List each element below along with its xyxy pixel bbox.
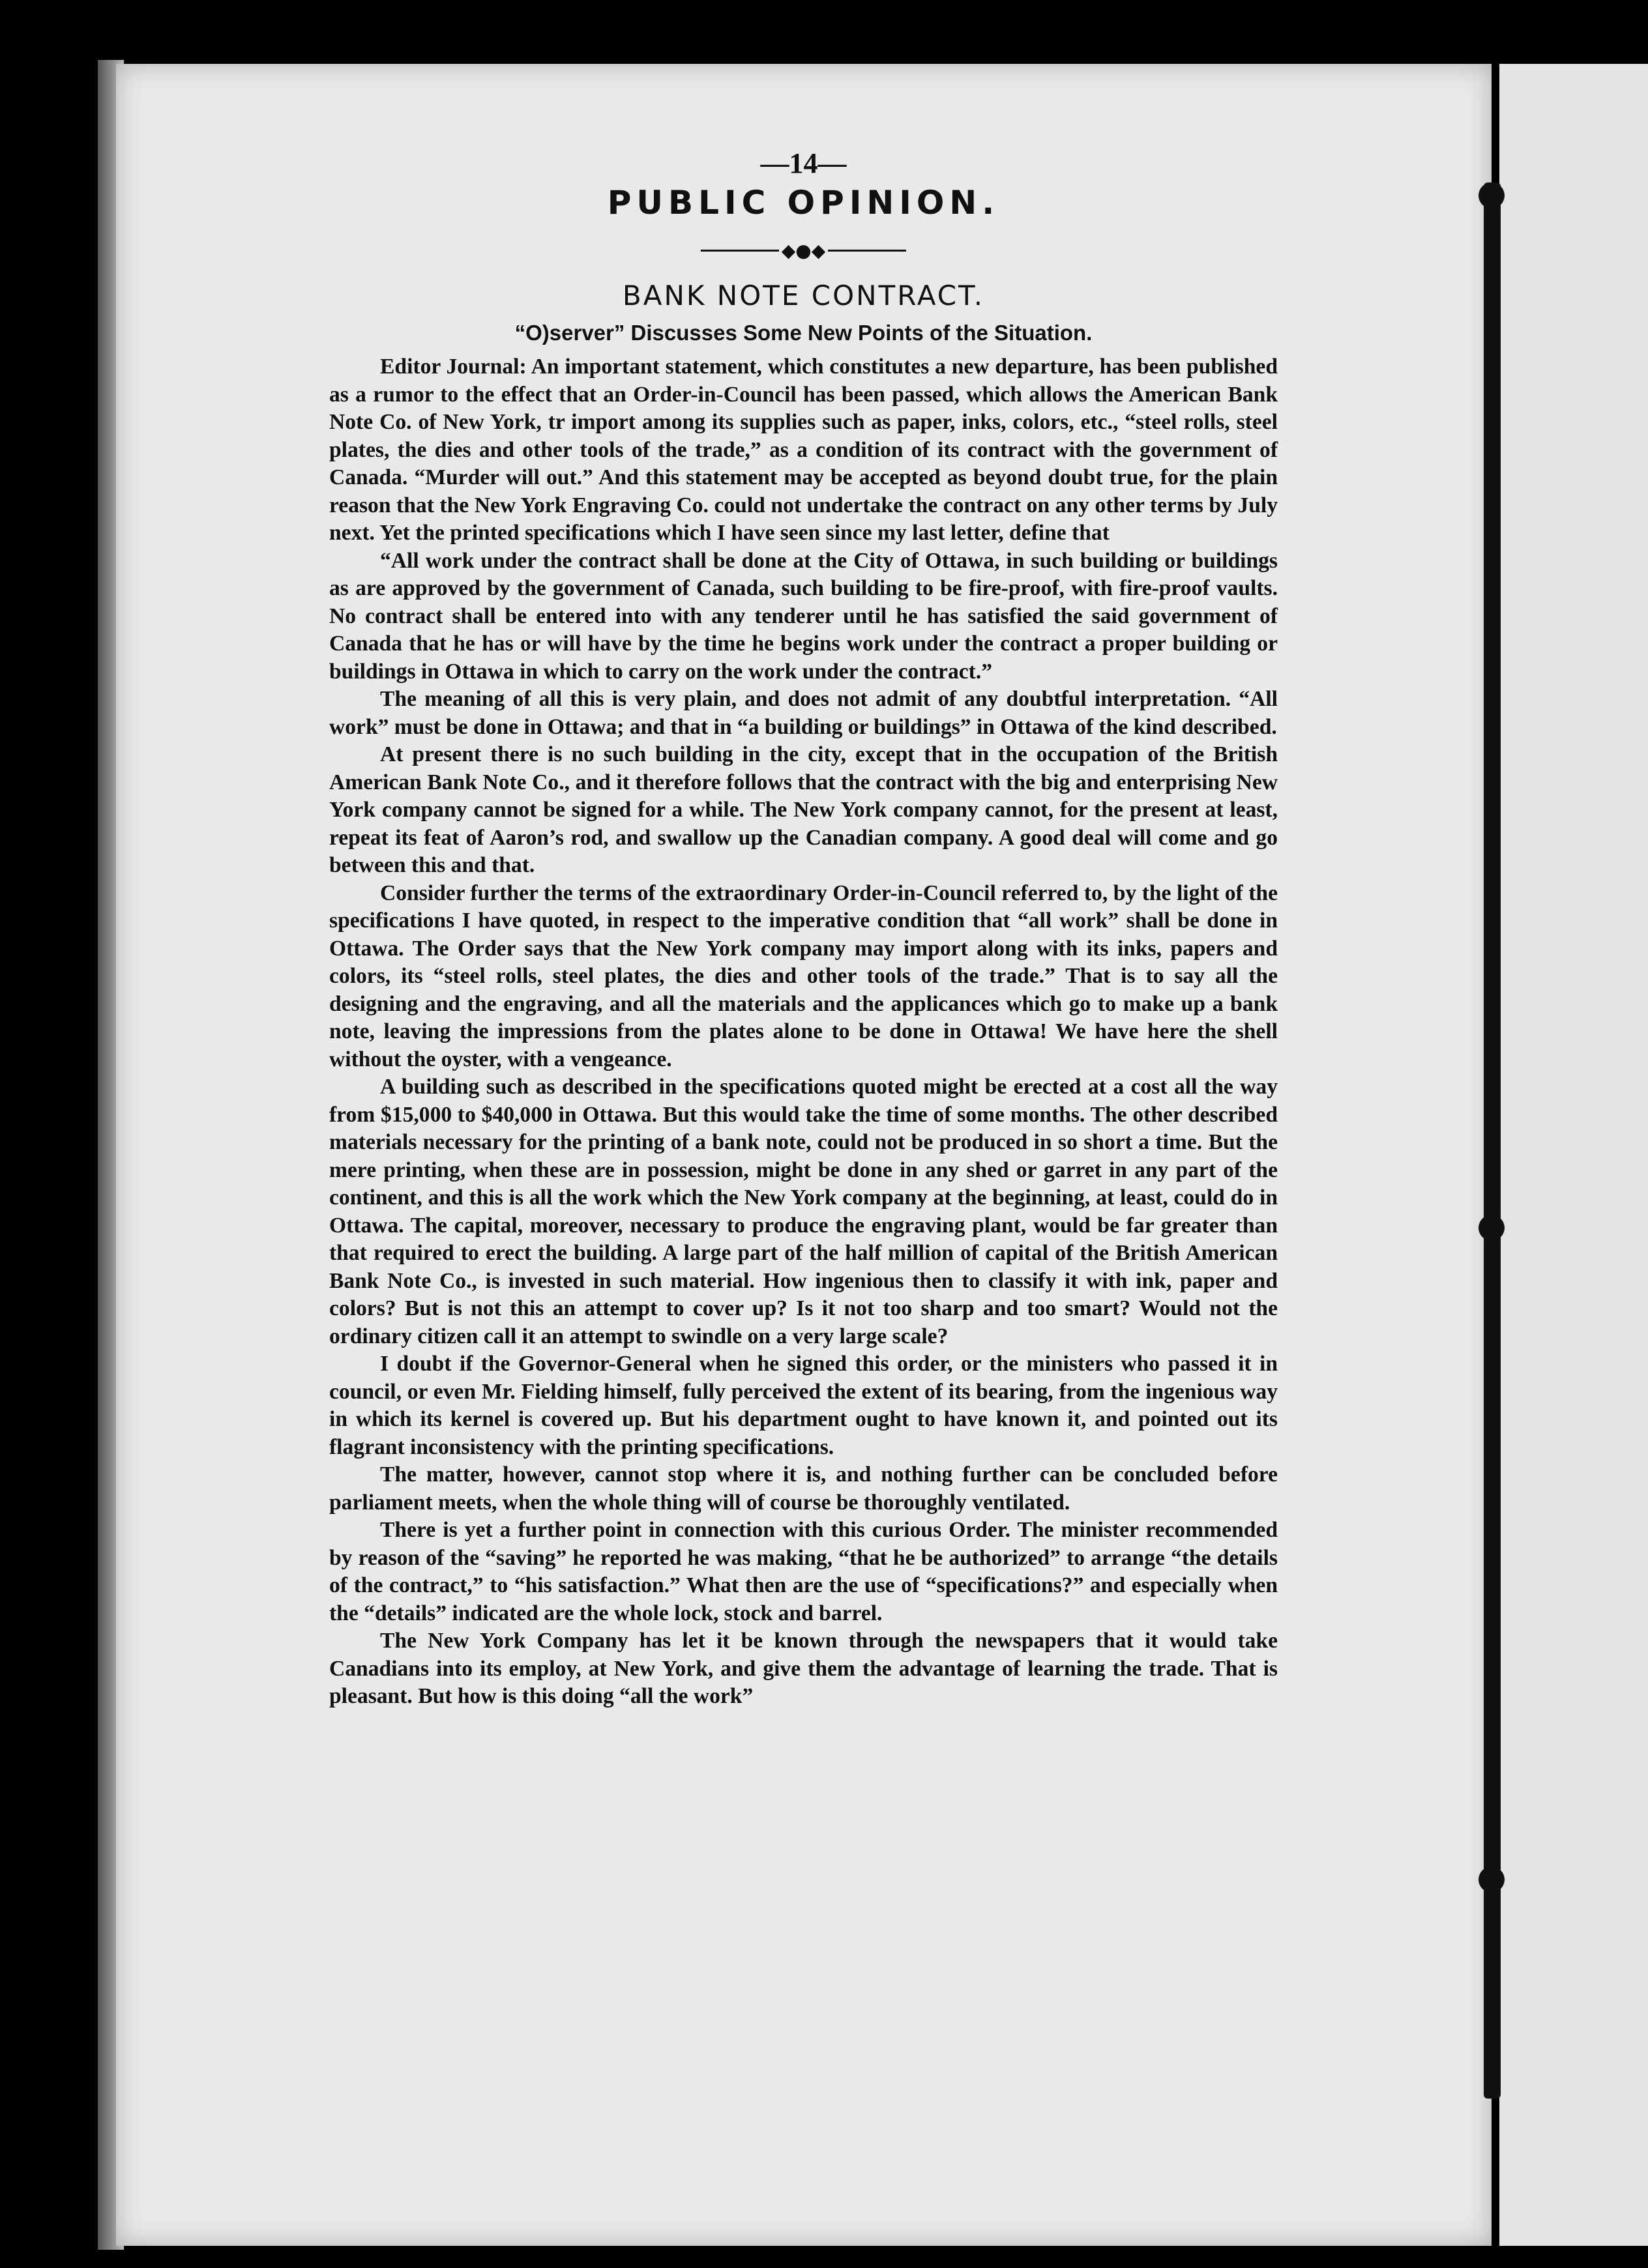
ornament-icon: ◆●◆ [781, 240, 826, 261]
article-subtitle: “O)server” Discusses Some New Points of the Situation. [514, 321, 1093, 345]
paragraph: A building such as described in the specifications quoted might be erected at a cost all the way from $15,000 to $40,000 in Ottawa. But this would take the time of some months. The other described materials necessary for the printing of a bank note, could not be produced in so short a time. But the mere printing, when these are in possession, might be done in any shed or garret in any part of the continent, and this is all the work which the New York company at the beginning, at least, could do in Ottawa. The capital, moreover, necessary to produce the engraving plant, would be far greater than that required to erect the building. A large part of the half million of capital of the British American Bank Note Co., is invested in such material. How ingenious then to classify it with ink, paper and colors? But is not this an attempt to cover up? Is it not too sharp and too smart? Would not the ordinary citizen call it an attempt to swindle on a very large scale? [329, 1075, 1278, 1348]
binding-mark-bottom [1479, 1867, 1505, 1893]
paragraph: I doubt if the Governor-General when he signed this order, or the ministers who passed it in council, or even Mr. Fielding himself, fully perceived the extent of its bearing, from the ingenious way in which its kernel is covered up. But his department ought to have known it, and pointed out its flagrant inconsistency with the printing specifications. [329, 1352, 1278, 1459]
section-title: PUBLIC OPINION. [607, 184, 1000, 222]
paragraph: The New York Company has let it be known through the newspapers that it would take Canadians into its employ, at New York, and give them the advantage of learning the trade. That is pleasant. But how is this doing “all the work” [329, 1629, 1278, 1708]
right-page-edge [1499, 64, 1648, 2246]
paragraph: The matter, however, cannot stop where it is, and nothing further can be concluded before parliament meets, when the whole thing will of course be thoroughly ventilated. [329, 1462, 1278, 1515]
divider-line-right [828, 250, 906, 252]
page-content [329, 147, 1278, 1711]
paragraph: Consider further the terms of the extraordinary Order-in-Council referred to, by the light of the specifications I have quoted, in respect to the imperative condition that “all work” shall be done in Ottawa. The Order says that the New York company may import along with its inks, papers and colors, its “steel rolls, steel plates, the dies and other tools of the trade.” That is to say all the designing and the engraving, and all the materials and the applicances which go to make up a bank note, leaving the impressions from the plates alone to be done in Ottawa! We have here the shell without the oyster, with a vengeance. [329, 880, 1278, 1071]
divider-line-left [701, 250, 779, 252]
paragraph: Editor Journal: An important statement, which constitutes a new departure, has been published as a rumor to the effect that an Order-in-Council has been passed, which allows the American Bank Note Co. of New York, tr import among its supplies such as paper, inks, colors, etc., “steel rolls, steel plates, the dies and other tools of the trade,” as a condition of its contract with the government of Canada. “Murder will out.” And this statement may be accepted as beyond doubt true, for the plain reason that the New York Engraving Co. could not undertake the contract on any other terms by July next. Yet the printed specifications which I have seen since my last letter, define that [329, 355, 1278, 545]
binding-mark-top [1479, 182, 1505, 209]
quoted-specification: “All work under the contract shall be done at the City of Ottawa, in such building or buildings as are approved by the government of Canada, such building to be fire-proof, with fire-proof vaults. No contract shall be entered into with any tenderer until he has satisfied the said government of Canada that he has or will have by the time he begins work under the contract a proper building or buildings in Ottawa in which to carry on the work under the contract.” [329, 548, 1278, 684]
ornament-divider [329, 240, 1278, 261]
binding-mark-middle [1479, 1215, 1505, 1241]
paragraph: There is yet a further point in connection with this curious Order. The minister recommended by reason of the “saving” he reported he was making, “that he be authorized” to arrange “the details of the contract,” to “his satisfaction.” What then are the use of “specifications?” and especially when the “details” indicated are the whole lock, stock and barrel. [329, 1518, 1278, 1625]
paragraph: At present there is no such building in the city, except that in the occupation of the British American Bank Note Co., and it therefore follows that the contract with the big and enterprising New York company cannot be signed for a while. The New York company cannot, for the present at least, repeat its feat of Aaron’s rod, and swallow up the Canadian company. A good deal will come and go between this and that. [329, 742, 1278, 877]
article-title: BANK NOTE CONTRACT. [622, 280, 985, 312]
page-number: —14— [760, 147, 847, 179]
binding-strip [1484, 182, 1501, 2099]
paragraph: The meaning of all this is very plain, and does not admit of any doubtful interpretation. “All work” must be done in Ottawa; and that in “a building or buildings” in Ottawa of the kind described. [329, 687, 1278, 739]
